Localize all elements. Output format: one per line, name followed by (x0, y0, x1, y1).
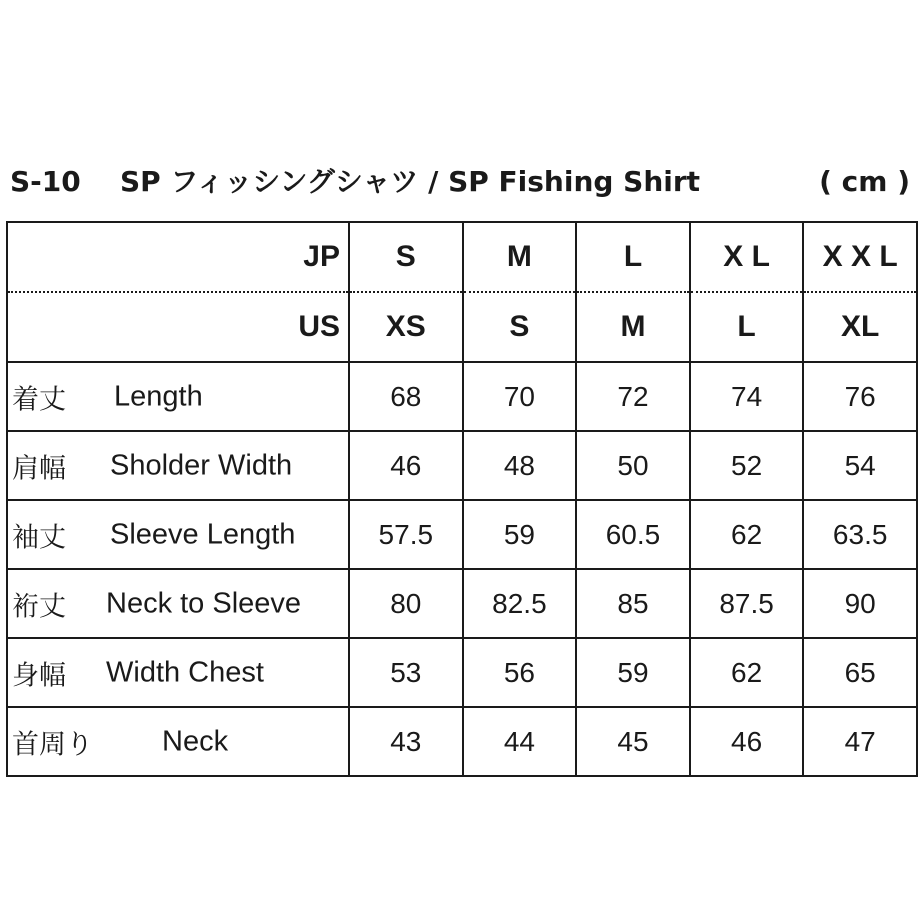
us-size-cell: L (690, 292, 804, 362)
table-row (7, 362, 917, 431)
measurement-value: 76 (803, 362, 917, 431)
measurement-value: 45 (576, 707, 690, 776)
jp-size-cell: S (349, 222, 463, 292)
measurement-value: 90 (803, 569, 917, 638)
measurement-value: 48 (463, 431, 577, 500)
measurement-value: 63.5 (803, 500, 917, 569)
measurement-value: 53 (349, 638, 463, 707)
table-row (7, 500, 917, 569)
measurement-label (7, 500, 349, 569)
measurement-value: 74 (690, 362, 804, 431)
measurement-value: 59 (463, 500, 577, 569)
measurement-value: 44 (463, 707, 577, 776)
measurement-value: 80 (349, 569, 463, 638)
table-row (7, 707, 917, 776)
product-name: SP フィッシングシャツ / SP Fishing Shirt (120, 165, 701, 198)
measurement-value: 82.5 (463, 569, 577, 638)
measurement-value: 65 (803, 638, 917, 707)
measurement-value: 62 (690, 638, 804, 707)
table-row (7, 638, 917, 707)
measurement-value: 47 (803, 707, 917, 776)
measurement-value: 68 (349, 362, 463, 431)
measurement-jp-label: 袖丈 (12, 522, 66, 553)
measurement-label (7, 707, 349, 776)
jp-size-cell: M (463, 222, 577, 292)
us-size-cell: M (576, 292, 690, 362)
measurement-label (7, 431, 349, 500)
us-header-label: US (7, 292, 349, 362)
jp-header-label: JP (7, 222, 349, 292)
measurement-en-label: Length (114, 380, 203, 412)
jp-size-header-row (7, 222, 917, 292)
measurement-en-label: Sholder Width (110, 449, 293, 481)
measurement-jp-label: 身幅 (12, 660, 66, 691)
measurement-en-label: Sleeve Length (110, 518, 296, 550)
measurement-value: 50 (576, 431, 690, 500)
size-chart-table (6, 221, 918, 777)
measurement-value: 87.5 (690, 569, 804, 638)
us-size-header-row (7, 292, 917, 362)
measurement-jp-label: 裄丈 (12, 591, 66, 622)
page-title (10, 162, 910, 202)
measurement-en-label: Width Chest (106, 656, 264, 688)
measurement-en-label: Neck (162, 725, 229, 757)
jp-size-cell: X L (690, 222, 804, 292)
jp-size-cell: L (576, 222, 690, 292)
us-size-cell: XS (349, 292, 463, 362)
measurement-value: 57.5 (349, 500, 463, 569)
unit-label: ( cm ) (819, 165, 910, 198)
measurement-value: 43 (349, 707, 463, 776)
measurement-label (7, 638, 349, 707)
table-row (7, 431, 917, 500)
measurement-jp-label: 着丈 (12, 384, 66, 415)
us-size-cell: S (463, 292, 577, 362)
measurement-value: 46 (349, 431, 463, 500)
measurement-jp-label: 肩幅 (12, 453, 66, 484)
measurement-label (7, 569, 349, 638)
measurement-value: 54 (803, 431, 917, 500)
measurement-value: 62 (690, 500, 804, 569)
measurement-value: 56 (463, 638, 577, 707)
measurement-label (7, 362, 349, 431)
measurement-value: 52 (690, 431, 804, 500)
measurement-en-label: Neck to Sleeve (106, 587, 302, 619)
measurement-value: 70 (463, 362, 577, 431)
measurement-value: 85 (576, 569, 690, 638)
table-row (7, 569, 917, 638)
measurement-jp-label: 首周り (12, 729, 93, 760)
measurement-value: 60.5 (576, 500, 690, 569)
jp-size-cell: X X L (803, 222, 917, 292)
measurement-value: 72 (576, 362, 690, 431)
measurement-value: 59 (576, 638, 690, 707)
measurement-value: 46 (690, 707, 804, 776)
product-code: S-10 (10, 165, 81, 198)
us-size-cell: XL (803, 292, 917, 362)
